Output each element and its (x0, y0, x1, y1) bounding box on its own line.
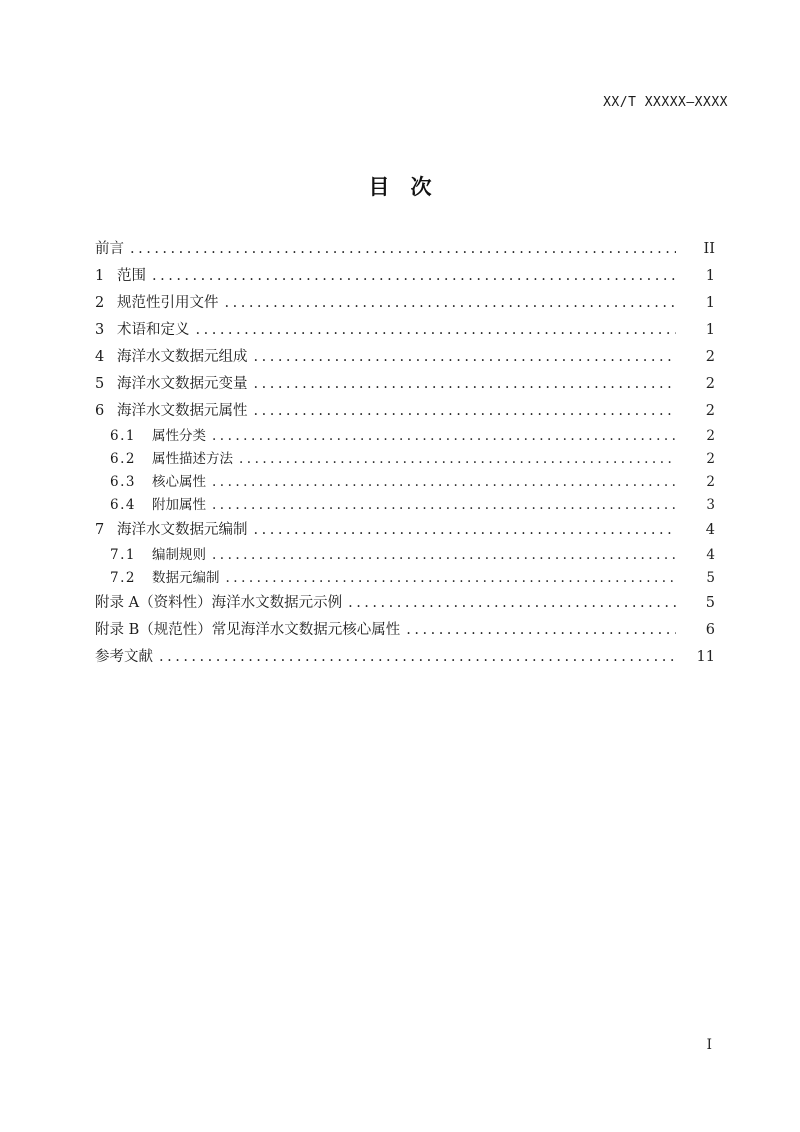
toc-entry-number: 4 (95, 349, 106, 365)
toc-entry-number: 6.1 (110, 428, 136, 444)
toc-dot-leader (225, 290, 677, 317)
toc-dot-leader (159, 644, 676, 671)
toc-entry-label: 海洋水文数据元变量 (117, 376, 248, 392)
toc-entry-page: II (703, 241, 715, 257)
toc-entry-number: 6 (95, 403, 106, 419)
toc-entry-number: 1 (95, 268, 106, 284)
toc-entry (95, 471, 715, 494)
toc-entry-label: 海洋水文数据元组成 (117, 349, 248, 365)
toc-dot-leader (152, 263, 676, 290)
toc-entry-number: 7.2 (110, 570, 136, 586)
toc-dot-leader (212, 494, 676, 517)
toc-entry-number: 6.2 (110, 451, 136, 467)
toc-entry-page: 3 (706, 497, 715, 513)
toc-entry-number: 3 (95, 322, 106, 338)
toc-entry-page: 4 (706, 547, 715, 563)
toc-entry-label: 规范性引用文件 (117, 295, 219, 311)
toc-dot-leader (254, 517, 677, 544)
toc-dot-leader (130, 236, 676, 263)
toc-entry-page: 2 (705, 349, 715, 365)
toc-entry (95, 494, 715, 517)
toc-entry-page: 5 (706, 570, 715, 586)
toc-entry-label: 编制规则 (152, 547, 206, 563)
toc-dot-leader (254, 371, 677, 398)
toc-entry-label: 属性描述方法 (152, 451, 233, 467)
toc-entry-page: 11 (696, 649, 715, 665)
toc-entry-page: 5 (705, 595, 715, 611)
toc-entry (95, 567, 715, 590)
toc-entry (95, 263, 715, 290)
toc-entry-label: 附加属性 (152, 497, 206, 513)
toc-dot-leader (212, 425, 676, 448)
toc-entry-label: 核心属性 (152, 474, 206, 490)
toc-entry-page: 6 (705, 622, 715, 638)
toc-entry-label: 附录 A（资料性）海洋水文数据元示例 (95, 595, 343, 611)
toc-entry (95, 317, 715, 344)
toc-entry-label: 海洋水文数据元属性 (117, 403, 248, 419)
toc-entry (95, 544, 715, 567)
toc-entry-label: 属性分类 (152, 428, 206, 444)
toc-entry (95, 236, 715, 263)
toc-entry (95, 371, 715, 398)
toc-entry (95, 344, 715, 371)
toc-dot-leader (406, 617, 676, 644)
toc-entry-page: 1 (705, 268, 715, 284)
toc-entry (95, 425, 715, 448)
toc-entry-number: 7 (95, 522, 106, 538)
toc-entry (95, 590, 715, 617)
toc-entry-number: 5 (95, 376, 106, 392)
toc-entry-label: 术语和定义 (117, 322, 190, 338)
toc-dot-leader (254, 398, 677, 425)
toc-entry-page: 2 (705, 376, 715, 392)
toc-entry-number: 6.4 (110, 497, 136, 513)
toc-entry-label: 参考文献 (95, 649, 153, 665)
toc-list (95, 236, 715, 671)
toc-entry (95, 448, 715, 471)
toc-entry-label: 范围 (117, 268, 146, 284)
toc-entry-page: 2 (706, 428, 715, 444)
toc-dot-leader (196, 317, 677, 344)
toc-dot-leader (348, 590, 676, 617)
toc-entry-label: 前言 (95, 241, 124, 257)
toc-entry (95, 398, 715, 425)
toc-entry-page: 1 (705, 295, 715, 311)
toc-entry-page: 1 (705, 322, 715, 338)
toc-entry (95, 290, 715, 317)
toc-dot-leader (212, 471, 676, 494)
toc-entry-page: 2 (706, 474, 715, 490)
standard-code-header: XX/T XXXXX—XXXX (603, 95, 728, 110)
toc-entry-page: 4 (705, 522, 715, 538)
toc-entry-label: 数据元编制 (152, 570, 220, 586)
toc-dot-leader (212, 544, 676, 567)
toc-entry (95, 617, 715, 644)
toc-entry-page: 2 (705, 403, 715, 419)
toc-dot-leader (226, 567, 677, 590)
toc-entry-number: 6.3 (110, 474, 136, 490)
toc-entry-number: 2 (95, 295, 106, 311)
toc-entry-label: 海洋水文数据元编制 (117, 522, 248, 538)
toc-dot-leader (254, 344, 677, 371)
toc-entry-number: 7.1 (110, 547, 136, 563)
footer-page-number: I (706, 1037, 712, 1053)
page-title: 目 次 (368, 174, 432, 199)
toc-entry (95, 644, 715, 671)
toc-entry-page: 2 (706, 451, 715, 467)
toc-entry (95, 517, 715, 544)
toc-entry-label: 附录 B（规范性）常见海洋水文数据元核心属性 (95, 622, 401, 638)
toc-dot-leader (239, 448, 676, 471)
